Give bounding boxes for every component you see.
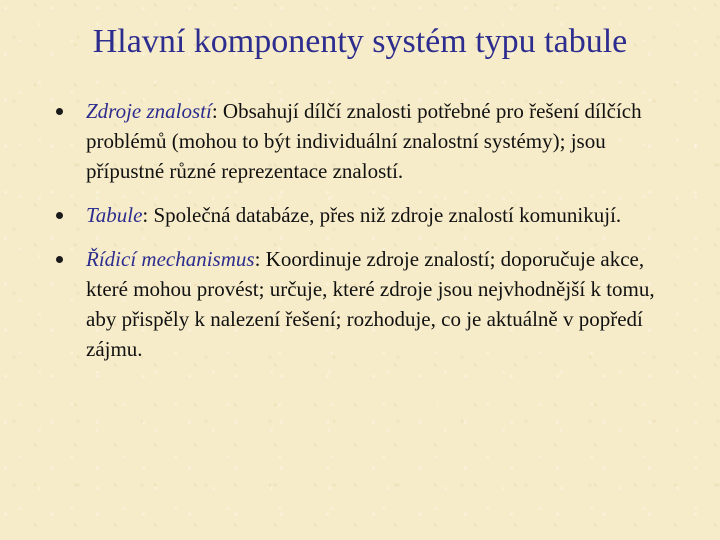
list-item-knowledge-sources	[52, 96, 684, 186]
list-item-blackboard	[52, 200, 684, 230]
bullet-icon	[56, 256, 63, 263]
bullet-icon	[56, 212, 63, 219]
description-control-mechanism: : Koordinuje zdroje znalostí; doporučuje akce, které mohou provést; určuje, které zdroje jsou nejvhodnější k tomu, aby přispěly k nalezení řešení; rozhoduje, co je aktuálně v popředí zájmu.	[86, 247, 655, 361]
bullet-icon	[56, 108, 63, 115]
slide-title: Hlavní komponenty systém typu tabule	[92, 23, 628, 60]
list-item-control-mechanism	[52, 244, 684, 364]
description-blackboard: : Společná databáze, přes niž zdroje znalostí komunikují.	[142, 203, 622, 227]
term-control-mechanism: Řídicí mechanismus	[86, 247, 255, 271]
term-knowledge-sources: Zdroje znalostí	[86, 99, 212, 123]
term-blackboard: Tabule	[86, 203, 143, 227]
description-knowledge-sources: : Obsahují dílčí znalosti potřebné pro řešení dílčích problémů (mohou to být individuální znalostní systémy); jsou přípustné různé reprezentace znalostí.	[86, 99, 642, 183]
bullet-list	[52, 96, 684, 364]
